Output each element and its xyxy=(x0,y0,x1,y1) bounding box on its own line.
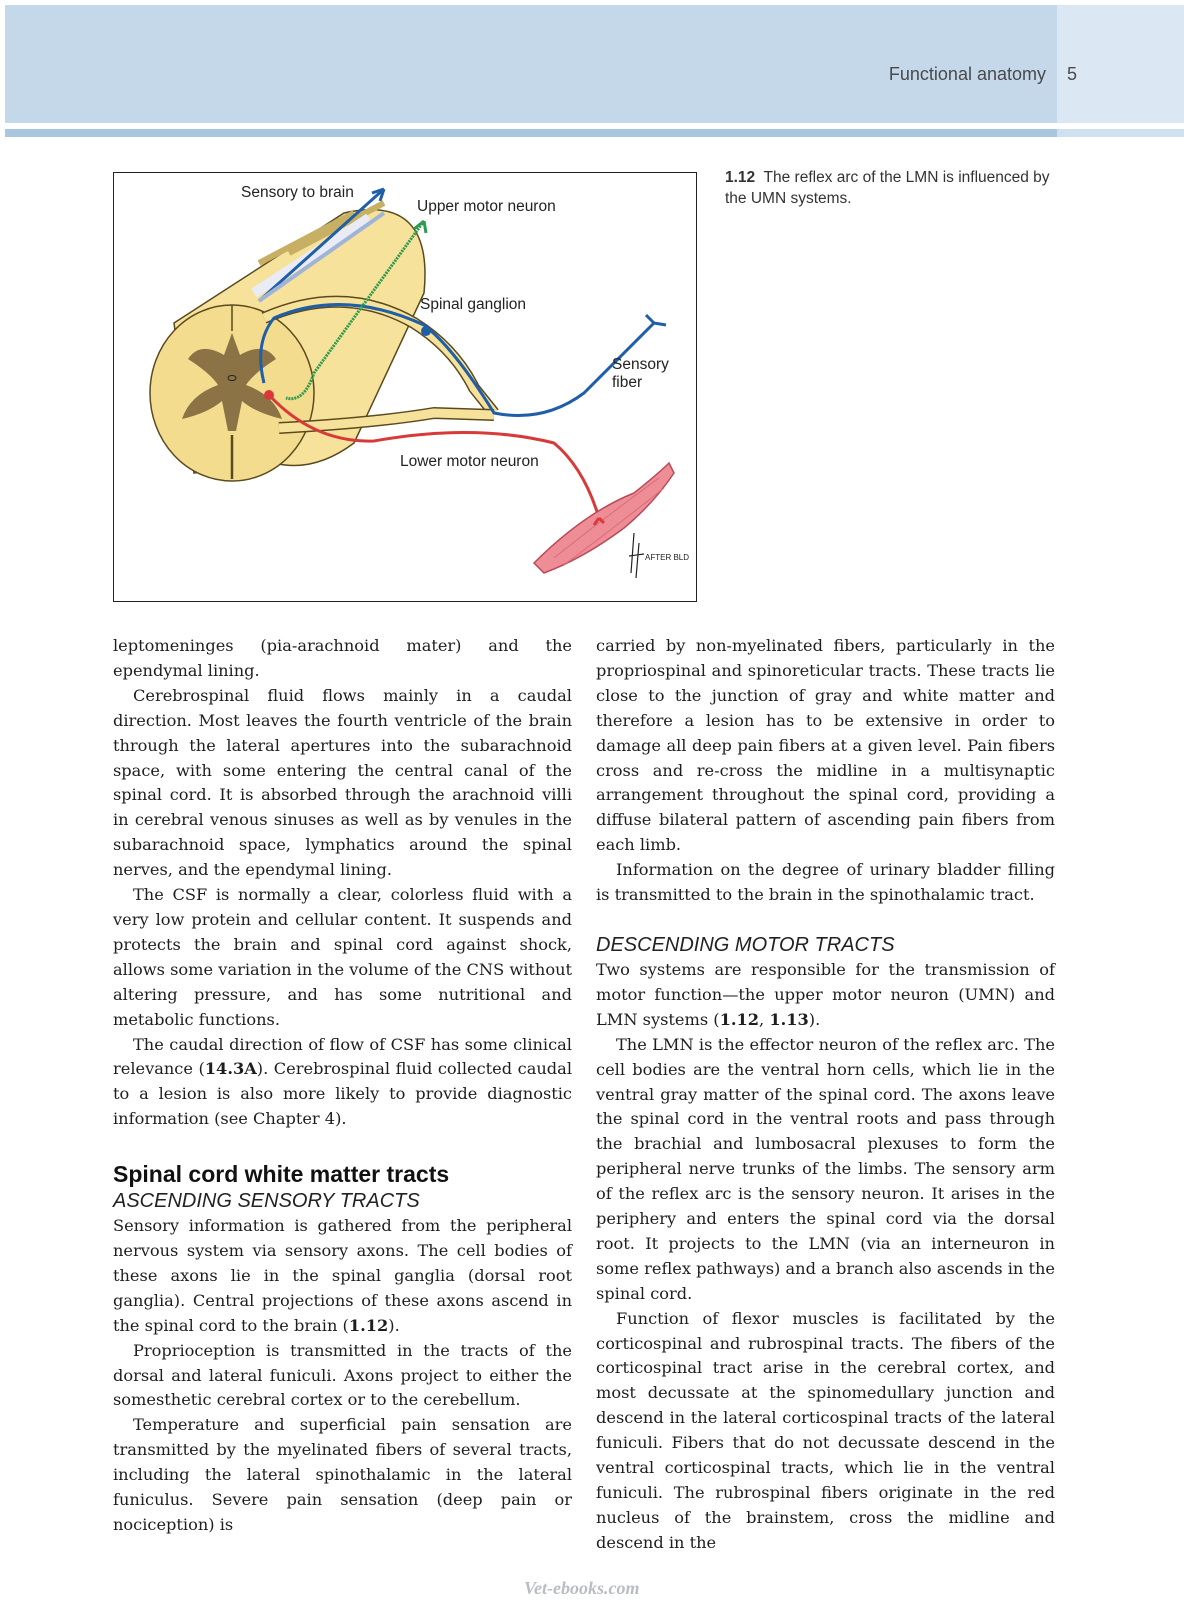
figure-ref-14-3a: 14.3A xyxy=(204,1059,257,1079)
right-paragraph-3 xyxy=(596,958,1055,1033)
running-title: Functional anatomy xyxy=(888,64,1046,84)
reflex-arc-illustration xyxy=(114,173,698,603)
subheading-ascending: ASCENDING SENSORY TRACTS xyxy=(113,1190,420,1213)
left-column xyxy=(113,634,572,1538)
page-number: 5 xyxy=(1067,64,1078,84)
section-heading: Spinal cord white matter tracts xyxy=(113,1161,450,1188)
spinal-ganglion-cell xyxy=(421,326,431,336)
left-paragraph-6: Proprioception is transmitted in the tracts of the dorsal and lateral funiculi. Axons project to either the somesthetic cerebral cortex or to the cerebellum. xyxy=(113,1340,572,1410)
artist-signature xyxy=(629,533,644,578)
label-sensory-fiber-2: fiber xyxy=(612,374,643,391)
figure-ref-1-12b: 1.12 xyxy=(719,1009,760,1029)
figure-reflex-arc xyxy=(113,172,697,602)
label-spinal-ganglion: Spinal ganglion xyxy=(420,296,527,313)
label-lower-motor-neuron: Lower motor neuron xyxy=(400,453,539,470)
subheading-descending: DESCENDING MOTOR TRACTS xyxy=(596,933,895,956)
left-p4-after: ). Cerebrospinal fluid collected caudal to a lesion is also more likely to provide diagnostic information (see Chapter 4). xyxy=(113,1059,572,1129)
left-paragraph-7: Temperature and superficial pain sensation are transmitted by the myelinated fibers of several tracts, including the lateral spinothalamic in the lateral funiculus. Severe pain sensation (deep pain or nociception) is xyxy=(113,1415,572,1534)
right-paragraph-2: Information on the degree of urinary bladder filling is transmitted to the brain in the spinothalamic tract. xyxy=(596,860,1055,905)
watermark-logo xyxy=(520,1572,680,1602)
figure-ref-1-13: 1.13 xyxy=(769,1009,809,1029)
left-paragraph-4 xyxy=(113,1033,572,1133)
label-sensory-fiber-1: Sensory xyxy=(612,356,669,373)
figure-caption xyxy=(725,167,1055,209)
left-paragraph-2: Cerebrospinal fluid flows mainly in a caudal direction. Most leaves the fourth ventricle of the brain through the lateral apertures into the subarachnoid space, with some entering the central canal of the spinal cord. It is absorbed through the arachnoid villi in cerebral venous sinuses as well as by venules in the subarachnoid space, lymphatics around the spinal nerves, and the ependymal lining. xyxy=(113,685,572,880)
right-paragraph-4: The LMN is the effector neuron of the reflex arc. The cell bodies are the ventral horn cells, which lie in the ventral gray matter of the spinal cord. The axons leave the spinal cord in the ventral roots and pass through the brachial and lumbosacral plexuses to form the peripheral nerve trunks of the limbs. The sensory arm of the reflex arc is the sensory neuron. It arises in the periphery and enters the spinal cord via the dorsal root. It projects to the LMN (via an interneuron in some reflex pathways) and a branch also ascends in the spinal cord. xyxy=(596,1034,1055,1303)
header-rule xyxy=(5,129,1057,137)
figure-ref-1-12: 1.12 xyxy=(348,1315,389,1335)
left-p5-before: Sensory information is gathered from the peripheral nervous system via sensory axons. The cell bodies of these axons lie in the spinal ganglia (dorsal root ganglia). Central projections of these axons ascend in the spinal cord to the brain ( xyxy=(113,1216,572,1335)
right-paragraph-1: carried by non-myelinated fibers, particularly in the propriospinal and spinoreticular tracts. These tracts lie close to the junction of gray and white matter and therefore a lesion has to be extensive in order to damage all deep pain fibers at a given level. Pain fibers cross and re-cross the midline in a multisynaptic arrangement throughout the spinal cord, providing a diffuse bilateral pattern of ascending pain fibers from each limb. xyxy=(596,636,1055,855)
signature-text: AFTER BLD xyxy=(645,553,690,562)
watermark-text: Vet-ebooks.com xyxy=(524,1578,640,1598)
right-column xyxy=(596,634,1055,1556)
left-p4-before: The caudal direction of flow of CSF has some clinical relevance ( xyxy=(113,1034,572,1079)
left-paragraph-3: The CSF is normally a clear, colorless fluid with a very low protein and cellular content. It suspends and protects the brain and spinal cord against shock, allows some variation in the volume of the CNS without altering pressure, and has some nutritional and metabolic functions. xyxy=(113,885,572,1029)
left-p5-after: ). xyxy=(388,1315,400,1335)
left-paragraph-5 xyxy=(113,1214,572,1339)
label-upper-motor-neuron: Upper motor neuron xyxy=(417,198,556,215)
right-p3-after: ). xyxy=(808,1009,821,1029)
sensory-fiber-branch xyxy=(646,315,666,325)
caption-text: The reflex arc of the LMN is influenced by the UMN systems. xyxy=(725,169,1050,207)
caption-number: 1.12 xyxy=(725,169,756,186)
right-p3-before: Two systems are responsible for the transmission of motor function—the upper motor neuron (UMN) and LMN systems ( xyxy=(596,959,1055,1029)
label-sensory-to-brain: Sensory to brain xyxy=(241,184,354,201)
header-rule-tab xyxy=(1057,129,1184,137)
left-paragraph-1: leptomeninges (pia-arachnoid mater) and the ependymal lining. xyxy=(113,636,572,680)
right-p3-sep: , xyxy=(759,1009,770,1029)
right-paragraph-5: Function of flexor muscles is facilitated by the corticospinal and rubrospinal tracts. The fibers of the corticospinal tract arise in the cerebral cortex, and most decussate at the spinomedullary junction and descend in the lateral corticospinal tracts of the lateral funiculi. Fibers that do not decussate descend in the ventral corticospinal tracts, which lie in the ventral funiculi. The rubrospinal fibers originate in the red nucleus of the brainstem, cross the midline and descend in the xyxy=(596,1308,1055,1552)
